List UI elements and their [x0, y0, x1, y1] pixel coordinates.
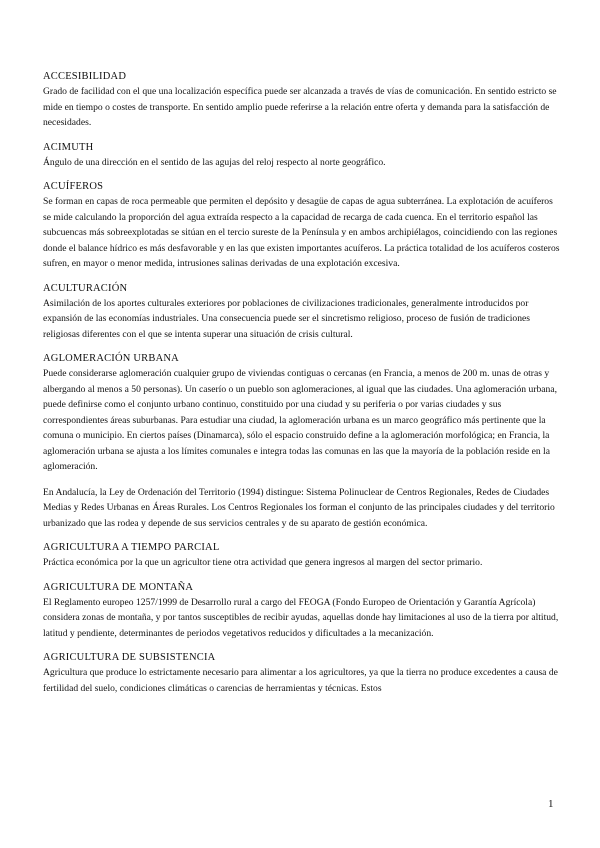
glossary-entry-aculturacion: [43, 282, 560, 343]
entry-definition: El Reglamento europeo 1257/1999 de Desarrollo rural a cargo del FEOGA (Fondo Europeo de Orientación y Garantía Agrícola) considera zonas de montaña, y por tantos susceptibles de recibir ayudas, aquellas donde hay limitaciones al uso de la tierra por altitud, latitud y pendiente, determinantes de periodos vegetativos reducidos y dificultades a la mecanización.: [43, 596, 559, 639]
entry-definition: Se forman en capas de roca permeable que permiten el depósito y desagüe de capas de agua subterránea. La explotación de acuíferos se mide calculando la proporción del agua extraída respecto a la capacidad de recarga de cada cuenca. En el territorio español las subcuencas más sobreexplotadas se sitúan en el tercio sureste de la Península y en ambos archipiélagos, coincidiendo con las regiones donde el balance hídrico es más desfavorable y en las que existen importantes acuíferos. La práctica totalidad de los acuíferos costeros sufren, en mayor o menor medida, intrusiones salinas derivadas de una explotación excesiva.: [43, 196, 560, 269]
entry-term: ACUÍFEROS: [43, 181, 104, 192]
entry-term: ACCESIBILIDAD: [43, 71, 127, 82]
entry-term: AGLOMERACIÓN URBANA: [43, 353, 179, 364]
glossary-entry-acimuth: [43, 141, 560, 171]
entry-definition: Práctica económica por la que un agricultor tiene otra actividad que genera ingresos al margen del sector primario.: [43, 557, 483, 568]
entry-definition: Agricultura que produce lo estrictamente necesario para alimentar a los agricultores, ya que la tierra no produce excedentes a causa de fertilidad del suelo, condiciones climáticas o carencias de herramientas y técnicas. Estos: [43, 667, 558, 694]
entry-term: ACIMUTH: [43, 141, 94, 153]
entry-definition: Grado de facilidad con el que una localización específica puede ser alcanzada a través de vías de comunicación. En sentido estricto se mide en tiempo o costes de transporte. En sentido amplio puede referirse a la relación entre oferta y demanda para la satisfacción de necesidades.: [43, 86, 557, 128]
glossary-entry-agricultura-subsistencia: [43, 651, 560, 696]
glossary-entry-acuiferos: [43, 180, 560, 272]
glossary-entry-accesibilidad: [43, 70, 560, 131]
entry-definition: Ángulo de una dirección en el sentido de las agujas del reloj respecto al norte geográfico.: [43, 156, 386, 168]
entry-definition: Puede considerarse aglomeración cualquier grupo de viviendas contiguas o cercanas (en Francia, a menos de 200 m. unas de otras y albergando al menos a 50 personas). Un caserío o un pueblo son aglomeraciones, al igual que las ciudades. Una aglomeración urbana, puede definirse como el conjunto urbano continuo, constituido por una ciudad y su periferia o por varias ciudades y sus correspondientes áreas suburbanas. Para estudiar una ciudad, la aglomeración urbana es un marco geográfico más pertinente que la comuna o municipio. En ciertos países (Dinamarca), sólo el espacio construido define a la aglomeración morfológica; en Francia, la aglomeración urbana se ajusta a los límites comunales e integra todas las comunas en las que la mayoría de la población reside en la aglomeración.: [43, 368, 557, 472]
entry-term: ACULTURACIÓN: [43, 282, 128, 294]
entry-definition: En Andalucía, la Ley de Ordenación del Territorio (1994) distingue: Sistema Polinuclear de Centros Regionales, Redes de Ciudades Medias y Redes Urbanas en Áreas Rurales. Los Centros Regionales los forman el conjunto de las principales ciudades y del territorio urbanizado que las rodea y depende de sus servicios centrales y de su aparato de gestión económica.: [43, 486, 555, 529]
glossary-entry-agricultura-montana: [43, 581, 560, 642]
entry-term: AGRICULTURA DE MONTAÑA: [43, 581, 194, 593]
entry-term: AGRICULTURA DE SUBSISTENCIA: [43, 652, 216, 663]
glossary: [43, 70, 560, 706]
glossary-entry-aglomeracion-urbana: [43, 352, 560, 531]
page-number: 1: [548, 798, 554, 810]
entry-term: AGRICULTURA A TIEMPO PARCIAL: [43, 542, 220, 553]
glossary-entry-agricultura-tiempo-parcial: [43, 541, 560, 571]
entry-definition: Asimilación de los aportes culturales exteriores por poblaciones de civilizaciones tradicionales, generalmente introducidos por expansión de las economías industriales. Una consecuencia puede ser el sincretismo religioso, proceso de fusión de tradiciones religiosas diferentes con el que se intenta superar una situación de crisis cultural.: [43, 297, 530, 340]
